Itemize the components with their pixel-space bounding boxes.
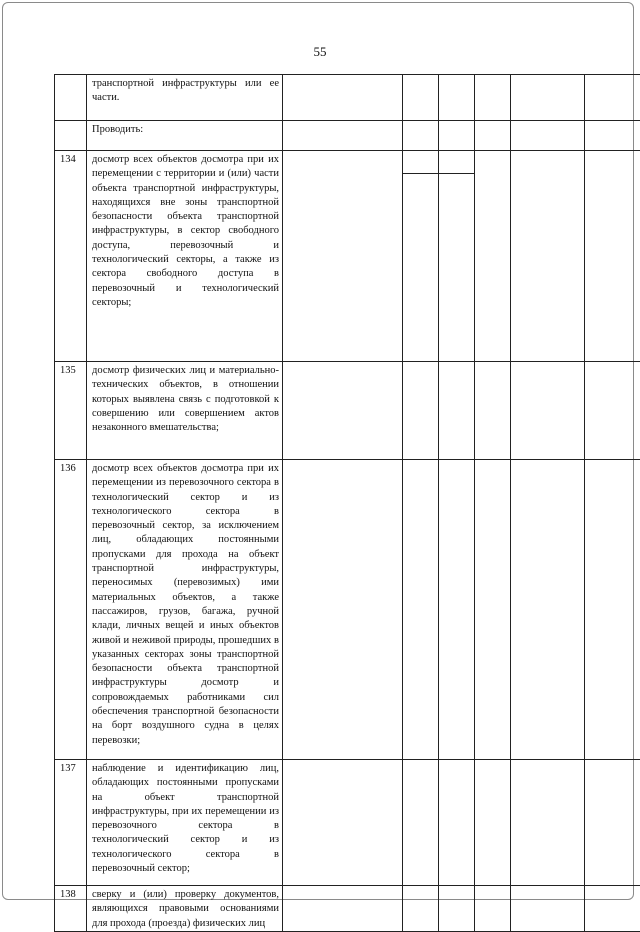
table-row [55,886,640,932]
empty-cell [439,151,475,362]
row-text-content: досмотр всех объектов досмотра при их перемещении с территории и (или) части объекта транспортной инфраструктуры, находящихся вне зоны транспортной безопасности объекта транспортной инфраструктуры, в сектор свободного доступа, перевозочный и технологический секторы, а также из сектора свободного доступа в перевозочный и технологический секторы; [92,153,279,310]
row-text-content: сверку и (или) проверку документов, являющихся правовыми основаниями для прохода (проезда) физических лиц [92,888,279,931]
empty-cell [585,151,640,362]
empty-cell [283,151,403,362]
row-text-content: наблюдение и идентификацию лиц, обладающих постоянными пропусками на объект транспортной инфраструктуры, при их перемещении из перевозочного сектора в технологический сектор и из технологического сектора в перевозочный сектор; [92,762,279,876]
empty-cell [403,362,439,460]
table-row [55,75,640,121]
row-text [87,886,283,932]
row-text [87,460,283,760]
empty-cell [475,151,511,362]
empty-cell [403,886,439,932]
table-row [55,121,640,151]
empty-cell [475,75,511,121]
empty-cell [585,362,640,460]
table-row [55,151,640,362]
empty-cell [511,121,585,151]
row-text [87,760,283,886]
empty-cell [475,460,511,760]
row-number [55,121,87,151]
empty-cell [283,121,403,151]
table-row [55,362,640,460]
table-row [55,760,640,886]
empty-cell [585,886,640,932]
row-text-content: досмотр физических лиц и материально-технических объектов, в отношении которых выявлена связь с подготовкой к совершению или совершением актов незаконного вмешательства; [92,364,279,435]
empty-cell [585,75,640,121]
cell-divider [403,151,438,174]
row-number: 138 [55,886,87,932]
empty-cell [283,460,403,760]
empty-cell [439,760,475,886]
empty-cell [475,121,511,151]
row-text [87,75,283,121]
empty-cell [585,760,640,886]
empty-cell [283,75,403,121]
empty-cell [585,121,640,151]
empty-cell [403,75,439,121]
cell-divider [439,151,474,174]
empty-cell [283,760,403,886]
row-text [87,362,283,460]
row-text [87,121,283,151]
empty-cell [439,362,475,460]
empty-cell [475,886,511,932]
row-number: 136 [55,460,87,760]
empty-cell [439,886,475,932]
requirements-table [54,74,640,932]
empty-cell [403,151,439,362]
empty-cell [283,362,403,460]
row-text-content: Проводить: [92,123,279,137]
row-number [55,75,87,121]
empty-cell [475,362,511,460]
empty-cell [439,121,475,151]
page-number: 55 [0,44,640,60]
row-number: 134 [55,151,87,362]
empty-cell [511,460,585,760]
empty-cell [475,760,511,886]
empty-cell [439,75,475,121]
table-row [55,460,640,760]
row-text-content: досмотр всех объектов досмотра при их перемещении из перевозочного сектора в технологический сектор и из технологического сектора в перевозочный сектор, за исключением лиц, обладающих постоянными пропусками для прохода на объект транспортной инфраструктуры, переносимых (перевозимых) ими материальных объектов, а также пассажиров, грузов, багажа, ручной клади, личных вещей и иных объектов живой и неживой природы, прошедших в указанных секторах зоны транспортной безопасности объекта транспортной инфраструктуры досмотр и сопровождаемых работниками сил обеспечения транспортной безопасности на борт воздушного судна в целях перевозки; [92,462,279,748]
row-text [87,151,283,362]
empty-cell [511,886,585,932]
empty-cell [439,460,475,760]
empty-cell [403,760,439,886]
empty-cell [585,460,640,760]
row-number: 135 [55,362,87,460]
empty-cell [283,886,403,932]
empty-cell [511,760,585,886]
empty-cell [511,362,585,460]
empty-cell [511,75,585,121]
empty-cell [511,151,585,362]
row-number: 137 [55,760,87,886]
empty-cell [403,121,439,151]
row-text-content: транспортной инфраструктуры или ее части. [92,77,279,106]
empty-cell [403,460,439,760]
